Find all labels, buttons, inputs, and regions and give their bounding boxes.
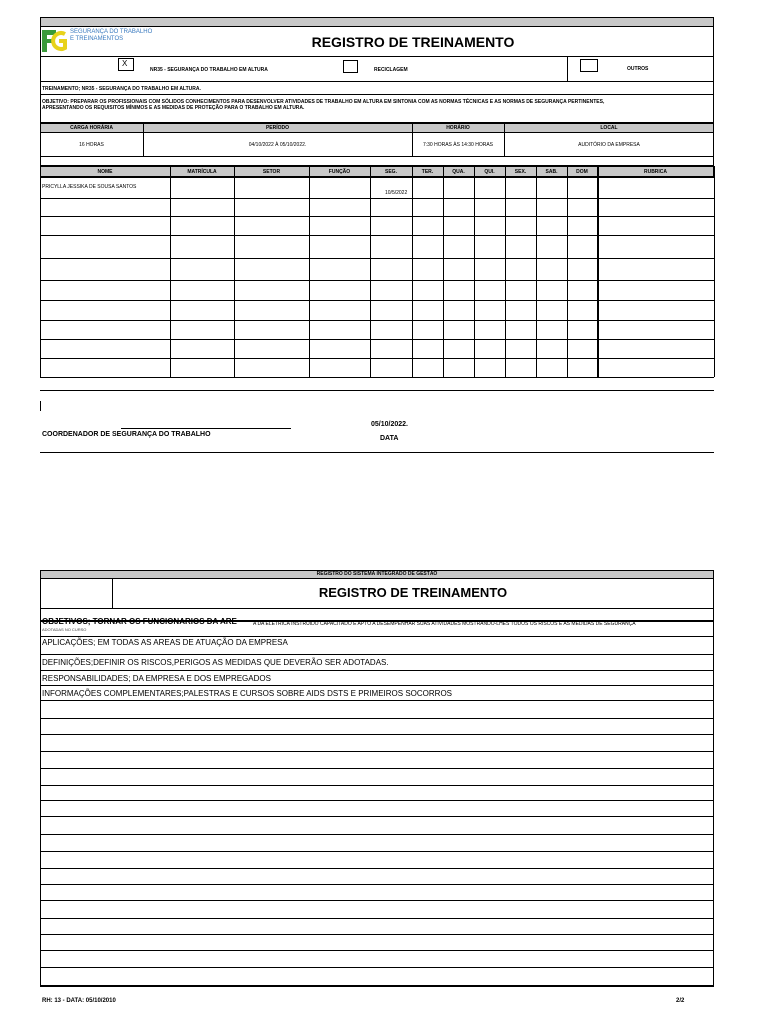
ruled-line [40,950,714,951]
logo-mark-icon [40,28,68,54]
ruled-line [40,685,714,686]
ruled-line [40,851,714,852]
reciclagem-checkbox[interactable] [343,60,358,73]
form2-left-border [40,609,41,986]
periodo-header: PERÍODO [265,125,290,131]
table-row [40,235,714,236]
objetivos-overflow: ADOTADAS NO CURSO [42,627,87,632]
objetivos-label: OBJETIVOS; TORNAR OS FUNCIONARIOS DA ARE [42,617,237,626]
header-ter: TER. [421,169,434,175]
horario-value: 7:30 HORAS ÀS 14:30 HORAS [422,142,494,148]
header-funcao: FUNÇÃO [328,169,351,175]
ruled-line [40,654,714,655]
header-qui: QUI. [484,169,495,175]
ruled-line [40,868,714,869]
informacoes-line: INFORMAÇÕES COMPLEMENTARES;PALESTRAS E CURSOS SOBRE AIDS DSTS E PRIMEIROS SOCORROS [42,689,452,698]
form1-stub-line [40,401,41,411]
ruled-line [40,934,714,935]
outros-label: OUTROS [627,66,649,72]
table-row [40,358,714,359]
ruled-line [40,700,714,701]
ruled-line [40,718,714,719]
table-row [40,198,714,199]
definicoes-line: DEFINIÇÕES;DEFINIR OS RISCOS,PERIGOS AS MEDIDAS QUE DEVERÃO SER ADOTADAS. [42,658,389,667]
attendee-seg: 10/5/2022 [385,190,408,196]
objetivos-text: A DA ELÉTRICA INSTRUIDO CAPACITADO E APTO A DESEMPENHAR SUAS ATIVIDADES MOSTRANDO-LHES TODOS OS RISCOS E AS MEDIDAS DE SEGURANÇA [253,621,636,627]
ruled-line [40,751,714,752]
form2-right-border [713,609,714,986]
ruled-line [40,734,714,735]
footer-page: 2/2 [676,998,685,1004]
ruled-line [40,816,714,817]
reciclagem-label: RECICLAGEM [374,67,408,73]
treinamento-text: TREINAMENTO; NR35 - SEGURANÇA DO TRABALHO EM ALTURA. [42,86,201,92]
nr35-checkbox[interactable] [118,58,134,71]
ruled-line [40,884,714,885]
carga-value: 16 HORAS [79,142,104,148]
table-row [40,216,714,217]
objetivo-text-1: OBJETIVO: PREPARAR OS PROFISSIONAIS COM SÓLIDOS CONHECIMENTOS PARA DESENVOLVER ATIVIDADES DE TRABALHO EM ALTURA EM SINTONIA COM AS NORMAS TÉCNICAS E AS NORMAS DE SEGURANÇA PERTINENTES, [42,99,605,105]
table-row [40,339,714,340]
local-value: AUDITÓRIO DA EMPRESA [578,142,640,148]
header-dom: DOM [576,169,588,175]
form1-title: REGISTRO DE TREINAMENTO [311,34,515,50]
header-sex: SEX. [514,169,527,175]
date-value: 05/10/2022. [371,421,408,428]
table-row [40,377,714,378]
periodo-value: 04/10/2022 À 05/10/2022. [248,142,307,148]
form1-bottom-line [40,390,714,391]
ruled-line [40,636,714,637]
objetivo-text-2: APRESENTANDO OS REQUISITOS MÍNIMOS E AS MEDIDAS DE PROTEÇÃO PARA O TRABALHO EM ALTURA. [42,105,305,111]
ruled-line [40,670,714,671]
ruled-line [40,967,714,968]
footer-code: RH: 13 - DATA: 05/10/2010 [42,998,116,1004]
table-row [40,300,714,301]
form2-title: REGISTRO DE TREINAMENTO [318,585,508,600]
signature-line [121,428,291,429]
carga-header: CARGA HORÁRIA [70,125,113,131]
attendance-col-line [714,166,715,377]
ruled-line [40,800,714,801]
local-header: LOCAL [600,125,618,131]
header-sab: SAB. [545,169,558,175]
table-row [40,177,714,178]
attendee-name: PRICYLLA JESSIKA DE SOUSA SANTOS [42,184,137,190]
gap-row [40,156,714,166]
header-rubrica: RUBRICA [643,169,668,175]
ruled-line [40,768,714,769]
header-nome: NOME [97,169,113,175]
ruled-line [40,834,714,835]
nr35-label: NR35 - SEGURANÇA DO TRABALHO EM ALTURA [150,67,268,73]
company-logo [40,28,153,54]
form2-bottom-line [40,985,714,987]
ruled-line [40,900,714,901]
ruled-line [40,785,714,786]
header-matricula: MATRÍCULA [187,169,217,175]
horario-header: HORÁRIO [446,125,470,131]
responsabilidades-line: RESPONSABILIDADES; DA EMPRESA E DOS EMPREGADOS [42,674,271,683]
table-row [40,320,714,321]
aplicacoes-line: APLICAÇÕES; EM TODAS AS AREAS DE ATUAÇÃO DA EMPRESA [42,638,288,647]
ruled-line [40,918,714,919]
form1-end-line [40,452,714,453]
logo-line-1: SEGURANÇA DO TRABALHO [70,29,153,35]
table-row [40,258,714,259]
outros-divider [567,56,568,82]
outros-checkbox[interactable] [580,59,598,72]
coordinator-label: COORDENADOR DE SEGURANÇA DO TRABALHO [42,431,211,438]
system-header: REGISTRO DO SISTEMA INTEGRADO DE GESTÃO [316,571,438,577]
nr35-checkbox-mark: X [122,59,128,68]
header-setor: SETOR [262,169,281,175]
date-label: DATA [380,435,399,442]
table-row [40,280,714,281]
header-qua: QUA. [452,169,465,175]
header-seg: SEG. [385,169,397,175]
logo-line-2: E TREINAMENTOS [70,36,124,42]
